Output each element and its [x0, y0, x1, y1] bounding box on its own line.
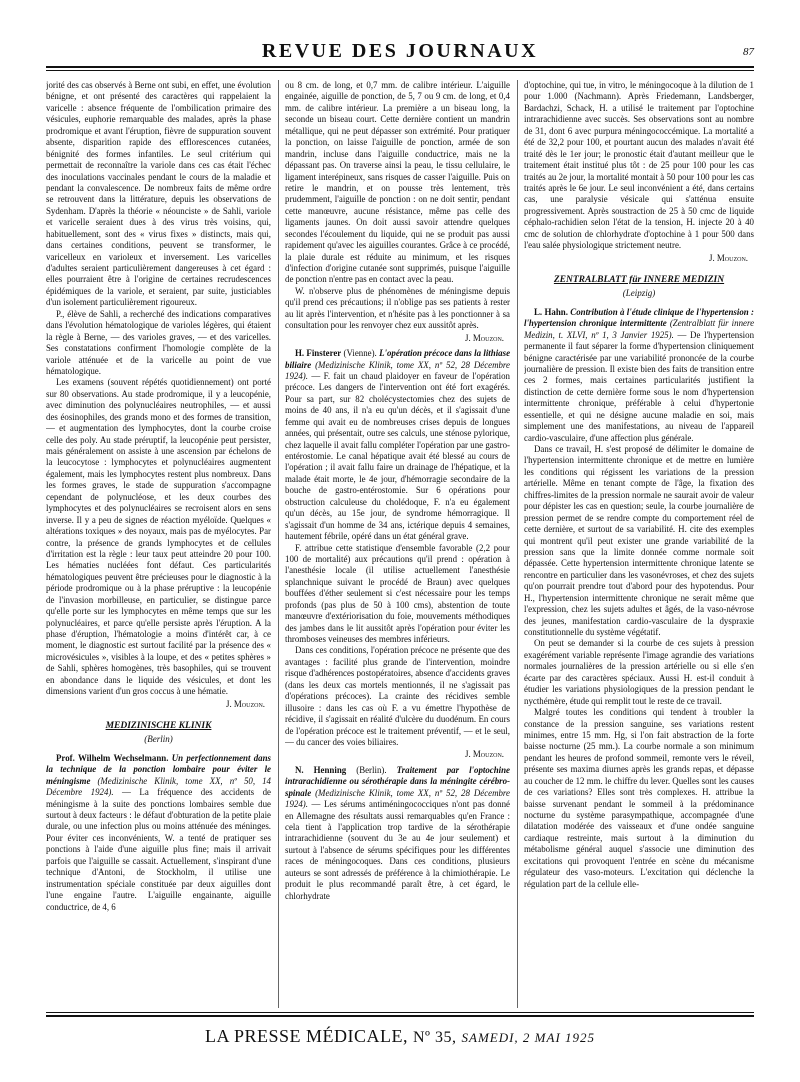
paragraph: F. attribue cette statistique d'ensemble favorable (2,2 pour 100 de mortalité) aux précautions qu'il prend : opération à l'anesthésie locale (il utilise actuellement l'anesthésie splanchnique suivant le procédé de Braun) avec quelques bouffées d'éther seulement si c'est nécessaire pour les temps profonds (pas plus de 50 à 100 cms), abstention de toute manœuvre d'extériorisation du foie, mouvements méthodiques des jambes dans le lit aussitôt après l'opération pour éviter les thromboses veineuses des membres inférieurs. — [285, 542, 510, 644]
article-abstract — [524, 307, 754, 444]
issue-date: SAMEDI, 2 MAI 1925 — [461, 1030, 596, 1045]
column-1 — [46, 80, 271, 1008]
section-title: MEDIZINISCHE KLINIK — [105, 721, 212, 732]
journal-section-title: REVUE DES JOURNAUX — [261, 40, 539, 62]
journal-name: LA PRESSE MÉDICALE, — [204, 1026, 408, 1046]
paragraph: d'optochine, qui tue, in vitro, le méningocoque à la dilution de 1 pour 1.000 (Nachmann). Après Friedemann, Landsberger, Bardachzi, Schack, H. a utilisé le traitement par l'optochine intrarachidienne avec succès. Ses observations sont au nombre de 31, dont 6 avec purpura méningococcémique. La mortalité a été de 32,2 pour 100, et pourtant aucun des malades n'avait été traité dès le 1er jour; le pronostic était d'autant meilleur que le traitement était institué plus tôt : de 25 pour 100 pour les cas traités au 2e jour, la mortalité montait à 50 pour 100 pour les cas traités après le 6e jour. Le seul inconvénient a été, dans certains cas, une paralysie vésicale qui s'atténua ensuite progressivement. Après soustraction de 25 à 50 cmc de liquide céphalo-rachidien selon l'état de la tension, H. injecte 20 à 40 cmc de solution de chlorhydrate d'optochine à 1 pour 500 dans l'eau salée physiologique strictement neutre. — [524, 80, 754, 251]
column-separator — [517, 80, 518, 1008]
article-reference: (Medizinische Klinik, tome XX, nº 50, 14 Décembre 1924). — [46, 775, 271, 798]
header-rule — [46, 66, 754, 71]
issue-number: Nº 35, — [412, 1029, 457, 1046]
author-signature: J. Mouzon. — [709, 252, 748, 263]
article-abstract — [285, 765, 510, 902]
article-body: — De l'hypertension permanente il faut séparer la forme d'hypertension cliniquement bénigne caractérisée par une variabilité prononcée de la courbe journalière de pression. Il existe bien des faits de transition entre ces 2 formes, mais certaines particularités justifient la distinction de cette dernière forme sous le nom d'hypertension intermittente chronique, préférable à celui d'hypertonie essentielle, et qui ne désigne aucune maladie en soi, mais simplement une des manifestations, au niveau de l'appareil cardio-vasculaire, d'une affection plus générale. — [524, 329, 754, 443]
paragraph: Dans ce travail, H. s'est proposé de délimiter le domaine de l'hypertension intermittente chronique et de mettre en lumière les conditions qui régissent les variations de la pression artérielle. Même en tenant compte de l'âge, la fixation des chiffres-limites de la pression normale ne saurait avoir de valeur pour dépister les cas en question; seule, la courbe journalière de pression permet de se rendre compte du comportement réel de cette dernière, et surtout de sa variabilité. H. cite des exemples qui montrent qu'il peut exister une grande variabilité de la pression sans que la limite donnée comme normale soit dépassée. Cette hypertension intermittente chronique latente se rencontre en particulier dans les vasonévroses, et chez des sujets qu'on pourrait prendre tout d'abord pour des hypotendus. Pour H., l'hypertension intermittente chronique ne serait même que l'expression, chez les sujets adultes et âgés, de la vaso-névrose des jeunes, manifestation cardio-vasculaire de la dyspraxie constitutionnelle du système végétatif. — [524, 444, 754, 638]
author-signature: J. Mouzon. — [465, 332, 504, 343]
article-author: N. Henning — [295, 764, 347, 775]
article-body: — Les sérums antiméningococciques n'ont pas donné en Allemagne des résultats aussi remarquables qu'en France : cela tient à l'application trop tardive de la sérothérapie intrarachidienne (souvent du 3e au 4e jour seulement) et surtout à l'absence de sérums spécifiques pour les différentes races de méningocoques. Dans ces conditions, plusieurs auteurs se sont adressés de préférence à la chimiothérapie. Le produit le plus recommandé paraît être, à cet égard, le chlorhydrate — [285, 799, 510, 901]
section-city: (Berlin) — [144, 734, 173, 745]
paragraph: Malgré toutes les conditions qui tendent à troubler la constance de la pression sanguine, ses variations restent minimes, entre 15 mm. Hg, si l'on fait abstraction de la forte baisse nocturne (25 mm.). La courbe normale a son minimum pendant les heures de profond sommeil, remonte vers le réveil, présente ses maxima diurnes après les grands repas, et dépasse au coucher de 12 mm. le chiffre du lever. Quelles sont les causes de ces variations? Elles sont très complexes. H. attribue la baisse survenant pendant le sommeil à la prédominance nocturne du système parasympathique, accompagnée d'une dilatation modérée des vaisseaux et d'une ondée sanguine cardiaque restreinte, mais surtout à la diminution du métabolisme général auquel s'associe une diminution des excitations qui provoquent l'entrée en scène du mécanisme régulateur des vaso-moteurs. L'excitation qui déclenche la régulation part de la cellule elle- — [524, 707, 754, 889]
article-reference: (Zentralblatt für innere Medizin, t. XLVI, nº 1, 3 Janvier 1925). — [524, 318, 754, 340]
author-signature: J. Mouzon. — [226, 698, 265, 709]
article-reference: (Medizinische Klinik, tome XX, nº 52, 28 Décembre 1924). — [285, 787, 510, 810]
paragraph: W. n'observe plus de phénomènes de méningisme depuis qu'il prend ces précautions; il n'oblige pas ses patients à rester au lit après l'intervention, et n'hésite pas à les ponctionner à sa consultation pour les renvoyer chez eux aussitôt après. — [285, 285, 510, 331]
article-body: — La fréquence des accidents de méningisme à la suite des ponctions lombaires semble due surtout à deux facteurs : le défaut d'obturation de la petite plaie durale, ou une infection plus ou moins atténuée des méninges. Pour éviter ces inconvénients, W. a tenté de pratiquer ses ponctions à l'aide d'une aiguille plus fine; mais il arrivait parfois que l'aiguille se cassait. Actuellement, s'inspirant d'une technique d'Antoni, de Stockholm, il utilise une instrumentation spéciale constituée par deux aiguilles dont l'une engaine l'autre. L'aiguille engainante, aiguille conductrice, de 4, 6 — [46, 787, 271, 912]
article-title: Un perfectionnement dans la technique de la ponction lombaire pour éviter le méningisme — [46, 752, 271, 786]
running-footer — [46, 1026, 754, 1047]
paragraph: P., élève de Sahli, a recherché des indications comparatives dans l'évolution hématologique de varioles légères, qui étaient la règle à Berne, — des varioles graves, — et des varicelles. Ses constatations confirment l'homologie complète de la variole atténuée et de la varicelle au point de vue hématologique. — [46, 308, 271, 376]
article-title: L'opération précoce dans la lithiase biliaire — [285, 348, 510, 370]
paragraph: ou 8 cm. de long, et 0,7 mm. de calibre intérieur. L'aiguille engainée, aiguille de ponction, de 5, 7 ou 9 cm. de long, et 0,4 mm. de calibre intérieur. La première a un biseau long, la seconde un biseau court. Cette dernière contient un mandrin métallique, qui ne peut dépasser son extrémité. Pour pratiquer la ponction, on laisse l'aiguille de ponction, armée de son mandrin, incluse dans l'aiguille conductrice, mais ne la dépassant pas. On traverse ainsi la peau, le tissu cellulaire, le ligament interépineux, sans risques de casser l'aiguille. Puis on retire le mandrin, et on pousse très lentement, très prudemment, l'aiguille de ponction : on ne doit sentir, pendant cette manœuvre, aucune résistance, même pas celle des ligaments jaunes. On doit aussi savoir attendre quelques secondes l'écoulement du liquide, qui ne se produit pas aussi rapidement qu'avec les aiguilles courantes. Grâce à ce procédé, la plaie durale est réduite au minimum, et les risques d'infection d'origine cutanée sont supprimés, puisque l'aiguille de ponction n'entre pas en contact avec la peau. — [285, 80, 510, 285]
article-title: Contribution à l'étude clinique de l'hypertension : l'hypertension chronique intermittente — [524, 306, 754, 329]
article-author: L. Hahn. — [534, 306, 568, 317]
article-abstract — [46, 753, 271, 913]
footer-rule — [46, 1012, 754, 1017]
article-abstract — [285, 348, 510, 542]
author-signature: J. Mouzon. — [465, 749, 504, 760]
section-city: (Leipzig) — [622, 288, 656, 299]
column-2 — [285, 80, 510, 1008]
article-city: (Berlin). — [346, 764, 397, 775]
article-body: — F. fait un chaud plaidoyer en faveur de l'opération précoce. Les dangers de l'intervention ont été fort exagérés. Pour sa part, sur 82 cholécystectomies chez des sujets de moins de 40 ans, il n'a eu qu'un décès, et il s'agissait d'une femme qui avait eu de nombreuses crises depuis de longues années, qui présentait, outre ses calculs, une sténose pylorique, chez laquelle il avait fallu compléter l'opération par une gastro-entérostomie. Le canal hépatique avait été blessé au cours de l'opération ; il avait fallu faire un drainage de l'hépatique, et la malade était morte, le 4e jour, d'hémorragie secondaire de la bouche de gastro-entérostomie. Sur 6 opérations pour obstruction calculeuse du cholédoque, F. n'a eu également qu'un décès, au 15e jour, de syndrome hémorragique. Il s'agissait d'un homme de 34 ans, ictérique depuis 4 semaines, hautement fébrile, opéré dans un état général grave. — [285, 370, 510, 542]
section-title: ZENTRALBLATT für INNERE MEDIZIN — [553, 275, 725, 285]
article-title: Traitement par l'optochine intrarachidienne ou sérothérapie dans la méningite cérébro-spinale — [285, 764, 510, 798]
paragraph: On peut se demander si la courbe de ces sujets à pression exagérément variable représente l'image agrandie des variations normales journalières de la pression artérielle ou si elle s'en écarte par des caractères spéciaux. Aussi H. est-il conduit à étudier les variations physiologiques de la pression pendant le nycthémère, étude qui remplit tout le reste de ce travail. — [524, 638, 754, 706]
column-separator — [278, 80, 279, 1008]
article-reference: (Medizinische Klinik, tome XX, nº 52, 28 Décembre 1924). — [285, 359, 510, 381]
page-number: 87 — [743, 46, 754, 58]
paragraph: jorité des cas observés à Berne ont subi, en effet, une évolution bénigne, et ont présenté des caractères qui rappelaient la varicelle : absence fréquente de l'ombilication primaire des vésicules, euphorie remarquable des malades, après la phase prodromique et avant l'éruption, fièvre de suppuration souvent absente, disparition rapide des efflorescences cutanées, bénignité des formes infantiles. Le seul critérium qui permettait de reconnaître la variole dans ces cas était l'échec des inoculations vaccinales pendant le cours de la maladie et pendant la convalescence. De nombreux faits de même ordre se retrouvent dans la littérature, depuis les observations de Sydenham. D'après la théorie « néounciste » de Sahli, variole et varicelle seraient dues à des virus très voisins, qui, habituellement, sont des « virus fixes » distincts, mais qui, dans certaines conditions, peuvent se transformer, le varicelleux en varioleux et inversement. Les varicelles d'adultes seraient particulièrement dangereuses à cet égard : elles pourraient être à l'origine de certaines recrudescences épidémiques de la variole, et seraient, par suite, justiciables d'un isolement particulièrement rigoureux. — [46, 80, 271, 308]
paragraph: Les examens (souvent répétés quotidiennement) ont porté sur 80 observations. Au stade prodromique, il y a leucopénie, avec diminution des polynucléaires neutrophiles, — et aussi des éosinophiles, des grands mono et des formes de transition, — et augmentation des lymphocytes, dont la courbe croise celle des poly. Au stade préruptif, la leucopénie peut persister, mais généralement on assiste à une ascension par échelons de la leucocytose : lymphocytes et polynucléaires augmentent également, mais les lymphocytes restent plus nombreux. Dans les formes graves, le stade de suppuration s'accompagne cependant de polynucléose, et les deux courbes des lymphocytes et des polynucléaires se recroisent alors en sens inverse. Il y a peu de signes de réaction myéloïde. Quelques « altérations toxiques » des noyaux, mais pas de myélocytes. Par contre, la présence de grands lymphocytes et de cellules d'irritation est la règle : leur taux peut atteindre 20 pour 100. Les hématies nucléées font défaut. Ces particularités hématologiques peuvent être précieuses pour le diagnostic à la période prodromique ou à la phase préruptive : la leucopénie de l'invasion morbilleuse, en particulier, se distingue parce qu'elle porte sur les lymphocytes en même temps que sur les polynucléaires, et parce qu'elle persiste après l'éruption. A la phase d'éruption, l'hématologie a moins d'intérêt car, à ce moment, le diagnostic est surtout facilité par la présence des « microvésicules », visibles à la loupe, et des « petites sphères » de Sahli, sphères homogènes, très basophiles, qui se trouvent en abondance dans le liquide des vésicules, et dont les dimensions varient d'un gros coccus à une hématie. — [46, 377, 271, 697]
paragraph: Dans ces conditions, l'opération précoce ne présente que des avantages : facilité plus grande de l'intervention, moindre risque d'adhérences postopératoires, absence d'accidents graves (dans les deux cas mortels mentionnés, il ne s'agissait pas d'opérations précoces). La crainte des récidives semble illusoire : dans les cas où F. a vu émettre l'hypothèse de récidive, il s'agissait en réalité d'ulcère du duodénum. En cours de l'opération précoce est le traitement préventif, — et le seul, — du cancer des voies biliaires. — [285, 645, 510, 747]
column-3 — [524, 80, 754, 1008]
article-author: Prof. Wilhelm Wechselmann. — [56, 752, 169, 763]
article-author: H. Finsterer — [295, 348, 342, 359]
article-city: (Vienne). — [341, 348, 380, 359]
